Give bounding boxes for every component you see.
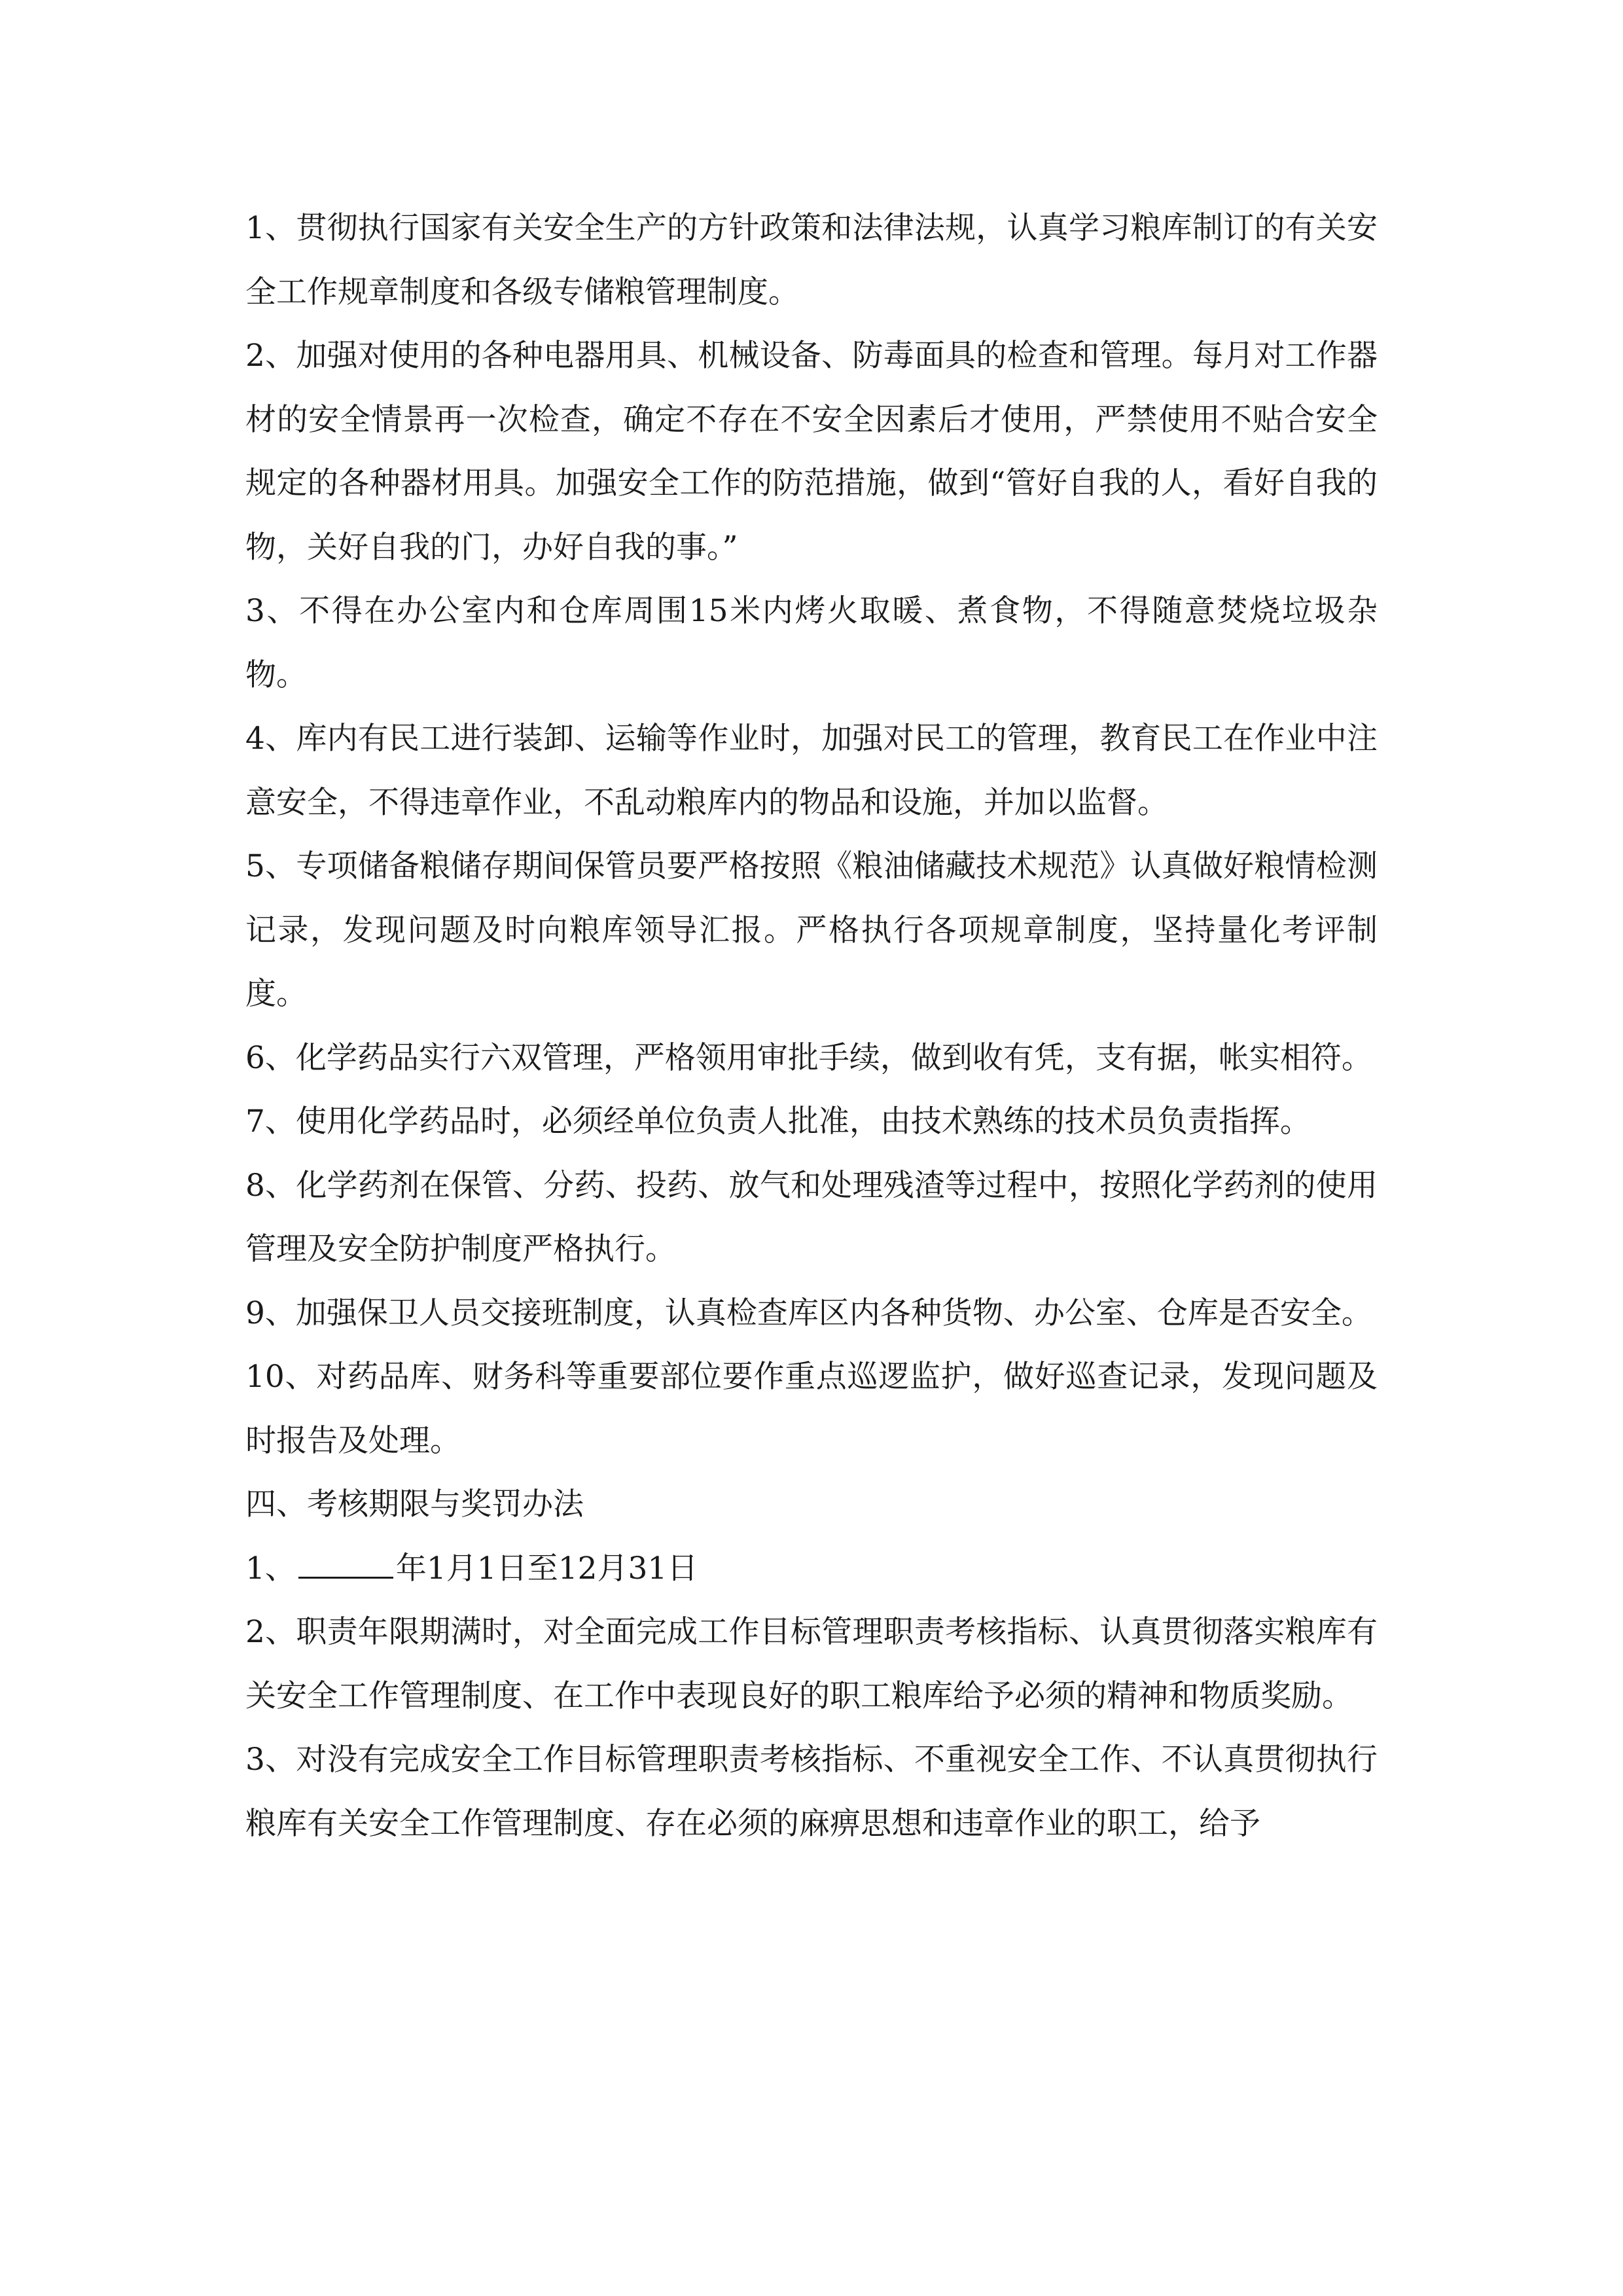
- paragraph-7: 7、使用化学药品时，必须经单位负责人批准，由技术熟练的技术员负责指挥。: [245, 1103, 1311, 1139]
- paragraph-2: 2、加强对使用的各种电器用具、机械设备、防毒面具的检查和管理。每月对工作器材的安全情景再一次检查，确定不存在不安全因素后才使用，严禁使用不贴合安全规定的各种器材用具。加强安全工作的防范措施，做到“管好自我的人，看好自我的物，关好自我的门，办好自我的事。”: [245, 338, 1378, 565]
- year-blank: [298, 1551, 393, 1579]
- closing-paragraph-2: 2、职责年限期满时，对全面完成工作目标管理职责考核指标、认真贯彻落实粮库有关安全工作管理制度、在工作中表现良好的职工粮库给予必须的精神和物质奖励。: [245, 1614, 1378, 1714]
- period-line: [245, 1537, 1378, 1601]
- paragraph-3: 3、不得在办公室内和仓库周围15米内烤火取暖、煮食物，不得随意焚烧垃圾杂物。: [245, 593, 1378, 693]
- paragraph-9: 9、加强保卫人员交接班制度，认真检查库区内各种货物、办公室、仓库是否安全。: [245, 1295, 1372, 1331]
- closing-paragraph-3: 3、对没有完成安全工作目标管理职责考核指标、不重视安全工作、不认真贯彻执行粮库有关安全工作管理制度、存在必须的麻痹思想和违章作业的职工，给予: [245, 1742, 1378, 1842]
- paragraph-8: 8、化学药剂在保管、分药、投药、放气和处理残渣等过程中，按照化学药剂的使用管理及安全防护制度严格执行。: [245, 1167, 1378, 1267]
- paragraph-4: 4、库内有民工进行装卸、运输等作业时，加强对民工的管理，教育民工在作业中注意安全，不得违章作业，不乱动粮库内的物品和设施，并加以监督。: [245, 721, 1378, 821]
- period-text: 年1月1日至12月31日: [395, 1550, 698, 1587]
- section-heading: 四、考核期限与奖罚办法: [245, 1486, 584, 1522]
- period-prefix: 1、: [245, 1550, 296, 1587]
- paragraph-5: 5、专项储备粮储存期间保管员要严格按照《粮油储藏技术规范》认真做好粮情检测记录，发现问题及时向粮库领导汇报。严格执行各项规章制度，坚持量化考评制度。: [245, 848, 1378, 1012]
- paragraph-10: 10、对药品库、财务科等重要部位要作重点巡逻监护，做好巡查记录，发现问题及时报告及处理。: [245, 1359, 1378, 1459]
- paragraph-1: 1、贯彻执行国家有关安全生产的方针政策和法律法规，认真学习粮库制订的有关安全工作规章制度和各级专储粮管理制度。: [245, 210, 1378, 310]
- document-body: [245, 196, 1378, 1856]
- paragraph-6: 6、化学药品实行六双管理，严格领用审批手续，做到收有凭，支有据，帐实相符。: [245, 1039, 1372, 1076]
